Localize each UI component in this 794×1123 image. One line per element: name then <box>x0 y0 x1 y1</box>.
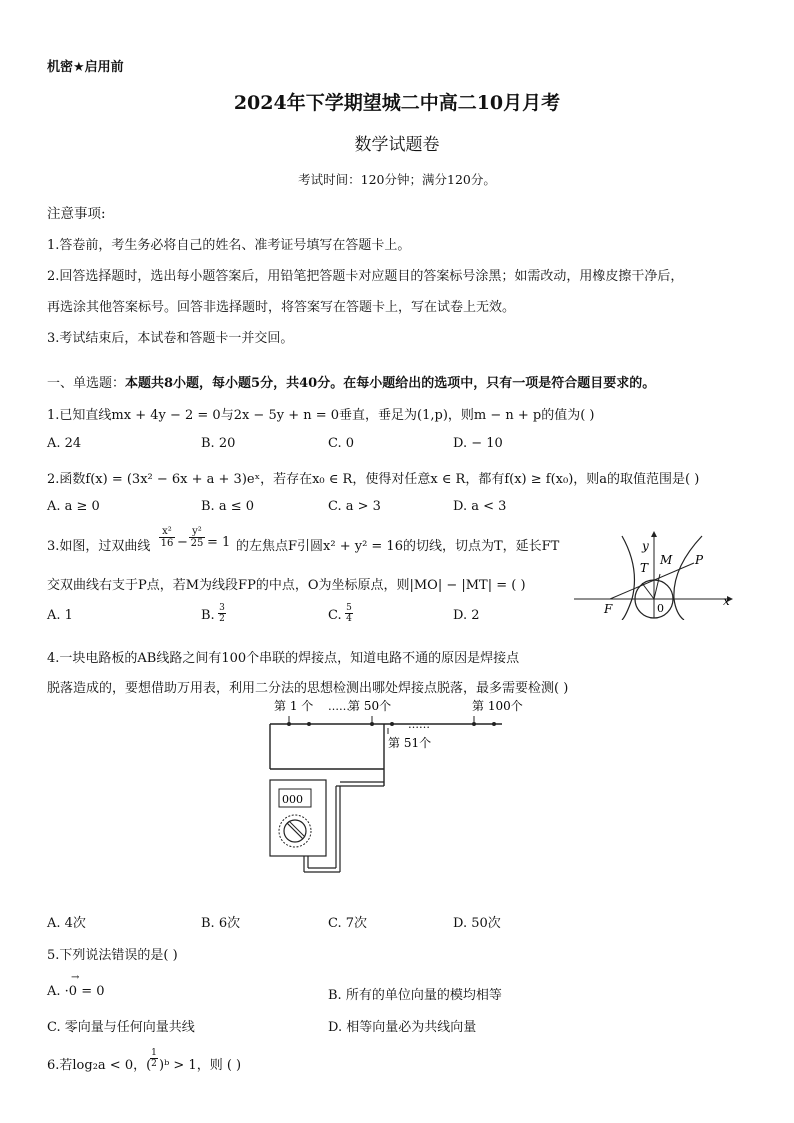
solder-point-100 <box>492 722 496 726</box>
q4-option-a: A. 4次 <box>47 916 86 931</box>
left-branch <box>622 536 634 620</box>
q5-option-b: B. 所有的单位向量的模均相等 <box>328 988 502 1003</box>
label-point-51: 第 51个 <box>388 736 432 750</box>
notice-heading: 注意事项: <box>47 206 106 222</box>
q6-frac-den: 2 <box>151 1059 157 1069</box>
label-m: M <box>660 553 673 567</box>
question-3-stem-part-a: 3.如图，过双曲线 <box>47 539 151 554</box>
q3-option-b-den: 2 <box>219 614 225 624</box>
label-point-1: 第 1 个 <box>274 699 314 713</box>
label-y: y <box>642 539 649 553</box>
notice-line-1: 1.答卷前，考生务必将自己的姓名、准考证号填写在答题卡上。 <box>47 238 411 253</box>
question-6-stem-part-b: )ᵇ > 1，则 ( ) <box>159 1058 242 1073</box>
q5-option-a: A. ·0 = 0 <box>47 984 105 999</box>
question-4-stem-line-2: 脱落造成的，要想借助万用表，利用二分法的思想检测出哪处焊接点脱落，最多需要检测( ) <box>47 681 569 696</box>
circuit-figure <box>262 694 542 880</box>
q1-option-c: C. 0 <box>328 436 355 451</box>
q5-option-d: D. 相等向量必为共线向量 <box>328 1020 477 1035</box>
q3-option-c-frac <box>345 603 353 624</box>
q3-frac-y-num: y² <box>192 526 202 537</box>
notice-line-2: 2.回答选择题时，选出每小题答案后，用铅笔把答题卡对应题目的答案标号涂黑；如需改动，用橡皮擦干净后， <box>47 269 684 284</box>
question-6-stem-part-a: 6.若log₂a < 0，( <box>47 1058 152 1073</box>
right-branch <box>674 536 702 620</box>
multimeter-body <box>270 780 326 856</box>
q3-equals-one: = 1 <box>207 535 231 550</box>
section-heading <box>47 372 655 391</box>
q3-option-b: B. <box>201 608 215 623</box>
question-3-stem-line-2: 交双曲线右支于P点，若M为线段FP的中点，O为坐标原点，则|MO| − |MT| = ( ) <box>47 578 526 593</box>
q5-option-c: C. 零向量与任何向量共线 <box>47 1020 195 1035</box>
notice-line-3: 再选涂其他答案标号。回答非选择题时，将答案写在答题卡上，写在试卷上无效。 <box>47 300 516 315</box>
q3-option-c-num: 5 <box>346 603 352 613</box>
q6-frac-num: 1 <box>151 1048 157 1058</box>
section-label: 一、单选题： <box>47 376 126 391</box>
q1-option-a: A. 24 <box>47 436 82 451</box>
q3-option-b-num: 3 <box>219 603 225 613</box>
label-t: T <box>640 561 649 575</box>
q2-option-b: B. a ≤ 0 <box>201 499 254 514</box>
q5-vector-arrow: → <box>71 972 80 983</box>
section-desc: 本题共8小题，每小题5分，共40分。在每小题给出的选项中，只有一项是符合题目要求的。 <box>125 376 656 391</box>
multimeter-dial-pointer <box>287 823 303 839</box>
label-x: x <box>723 594 730 608</box>
question-3-stem-part-b: 的左焦点F引圆x² + y² = 16的切线，切点为T，延长FT <box>236 539 560 554</box>
q3-option-a: A. 1 <box>47 608 73 623</box>
segment-ot <box>642 583 654 599</box>
question-2-stem: 2.函数f(x) = (3x² − 6x + a + 3)eˣ，若存在x₀ ∈ R，使得对任意x ∈ R，都有f(x) ≥ f(x₀)，则a的取值范围是( ) <box>47 472 700 487</box>
solder-point-50 <box>370 722 374 726</box>
multimeter-display-digits: 000 <box>282 793 303 806</box>
solder-point-2 <box>307 722 311 726</box>
q3-option-c: C. <box>328 608 342 623</box>
question-1-stem: 1.已知直线mx + 4y − 2 = 0与2x − 5y + n = 0垂直，垂足为(1,p)，则m − n + p的值为( ) <box>47 408 595 423</box>
q4-option-c: C. 7次 <box>328 916 368 931</box>
question-5-stem: 5.下列说法错误的是( ) <box>47 948 178 963</box>
label-point-100: 第 100个 <box>472 699 523 713</box>
q3-option-d: D. 2 <box>453 608 480 623</box>
label-dots-2: …… <box>408 718 430 731</box>
q3-frac-x <box>159 526 175 549</box>
q3-frac-x-den: 16 <box>160 538 174 549</box>
q3-minus: − <box>177 535 188 550</box>
q1-option-d: D. − 10 <box>453 436 503 451</box>
q3-frac-x-num: x² <box>162 526 172 537</box>
q2-option-a: A. a ≥ 0 <box>47 499 100 514</box>
hyperbola-figure <box>572 528 742 620</box>
q4-option-b: B. 6次 <box>201 916 241 931</box>
confidential-mark: 机密★启用前 <box>47 60 124 75</box>
segment-om <box>654 574 660 599</box>
q3-option-b-frac <box>218 603 226 624</box>
label-origin: 0 <box>657 602 664 615</box>
label-f: F <box>604 602 613 616</box>
tangent-line-fp <box>610 563 694 599</box>
notice-line-4: 3.考试结束后，本试卷和答题卡一并交回。 <box>47 331 294 346</box>
exam-title: 2024年下学期望城二中高二10月月考 <box>233 92 561 114</box>
q3-frac-y-den: 25 <box>190 538 204 549</box>
q4-option-d: D. 50次 <box>453 916 501 931</box>
q1-option-b: B. 20 <box>201 436 236 451</box>
label-p: P <box>695 553 704 567</box>
q3-option-c-den: 4 <box>346 614 352 624</box>
label-point-50: 第 50个 <box>348 699 392 713</box>
solder-point-99 <box>472 722 476 726</box>
q2-option-c: C. a > 3 <box>328 499 381 514</box>
exam-time-info: 考试时间：120分钟；满分120分。 <box>298 172 496 187</box>
question-4-stem: 4.一块电路板的AB线路之间有100个串联的焊接点，知道电路不通的原因是焊接点 <box>47 651 520 666</box>
solder-point-1 <box>287 722 291 726</box>
exam-subtitle: 数学试题卷 <box>354 135 440 155</box>
q2-option-d: D. a < 3 <box>453 499 507 514</box>
label-dots-1: …… <box>328 700 350 713</box>
solder-point-51 <box>390 722 394 726</box>
q3-frac-y <box>189 526 205 549</box>
q6-frac <box>150 1048 158 1069</box>
